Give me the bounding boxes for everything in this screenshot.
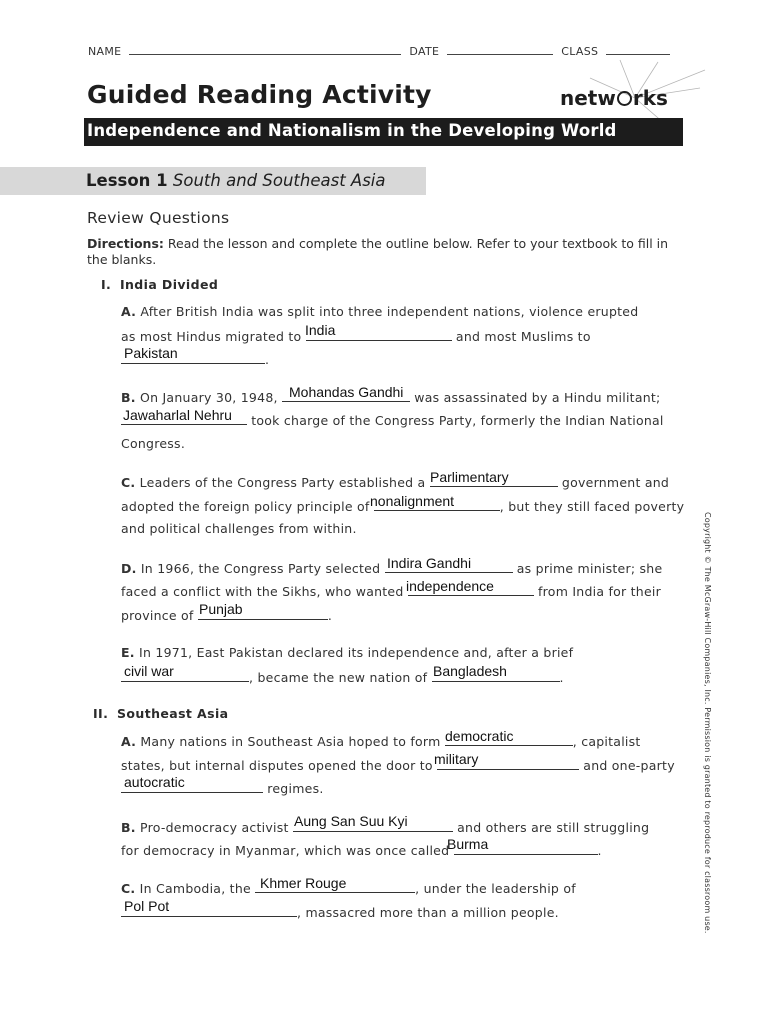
item-text: took charge of the Congress Party, formerly the Indian National <box>251 413 664 428</box>
item-text: states, but internal disputes opened the door to <box>121 758 433 773</box>
item-text: faced a conflict with the Sikhs, who wanted <box>121 584 404 599</box>
class-field[interactable] <box>606 44 670 55</box>
item-letter: B. <box>121 390 136 405</box>
answer-punjab[interactable]: Punjab <box>199 601 243 617</box>
item-text: After British India was split into three independent nations, violence erupted <box>140 304 639 319</box>
answer-parlimentary[interactable]: Parlimentary <box>430 469 509 485</box>
item-text: and most Muslims to <box>455 329 591 344</box>
item-text: government and <box>561 475 670 490</box>
review-questions-heading: Review Questions <box>87 209 230 227</box>
item-text: In 1971, East Pakistan declared its independence and, after a brief <box>139 645 574 660</box>
item-1a-line-1 <box>121 304 638 319</box>
date-label: DATE <box>409 45 440 58</box>
copyright-notice: Copyright © The McGraw-Hill Companies, Inc. Permission is granted to reproduce for classroom use. <box>703 512 712 934</box>
item-2a-line-1 <box>121 733 641 749</box>
answer-independence[interactable]: independence <box>406 578 494 594</box>
item-1d-line-2 <box>121 583 661 599</box>
item-text: province of <box>121 608 194 623</box>
name-label: NAME <box>88 45 122 58</box>
item-1c-line-1 <box>121 474 669 490</box>
item-letter: A. <box>121 304 137 319</box>
page-title: Guided Reading Activity <box>87 80 432 109</box>
item-text: Leaders of the Congress Party established a <box>139 475 426 490</box>
directions-paragraph <box>87 236 677 268</box>
section-heading-southeast-asia <box>93 706 229 721</box>
answer-democratic[interactable]: democratic <box>445 728 514 744</box>
section-title: Southeast Asia <box>117 706 229 721</box>
item-2c-line-2 <box>121 904 559 920</box>
answer-khmer-rouge[interactable]: Khmer Rouge <box>260 875 347 891</box>
item-text: , but they still faced poverty <box>499 499 685 514</box>
item-text: from India for their <box>538 584 662 599</box>
answer-burma[interactable]: Burma <box>447 836 489 852</box>
section-title: India Divided <box>119 277 219 292</box>
answer-india[interactable]: India <box>305 322 336 338</box>
item-2b-line-2 <box>121 842 602 858</box>
answer-aung-san-suu-kyi[interactable]: Aung San Suu Kyi <box>294 813 408 829</box>
answer-jawaharlal-nehru[interactable]: Jawaharlal Nehru <box>123 407 232 423</box>
item-text: On January 30, 1948, <box>140 390 278 405</box>
answer-autocratic[interactable]: autocratic <box>124 774 185 790</box>
item-text: , massacred more than a million people. <box>297 905 559 920</box>
item-text: as most Hindus migrated to <box>121 329 302 344</box>
item-letter: C. <box>121 475 136 490</box>
networks-logo: netw rks <box>560 86 668 110</box>
item-text: , capitalist <box>572 734 641 749</box>
item-text: , became the new nation of <box>249 670 428 685</box>
item-letter: B. <box>121 820 136 835</box>
item-text: . <box>597 843 602 858</box>
lesson-heading <box>86 171 386 190</box>
item-text: regimes. <box>267 781 324 796</box>
directions-text: Read the lesson and complete the outline below. Refer to your textbook to fill in the blanks. <box>87 236 669 267</box>
directions-label: Directions: <box>87 236 164 251</box>
activity-subtitle: Independence and Nationalism in the Developing World <box>87 121 617 140</box>
item-letter: A. <box>121 734 137 749</box>
item-text: for democracy in Myanmar, which was once called <box>121 843 450 858</box>
item-text: . <box>559 670 564 685</box>
answer-pol-pot[interactable]: Pol Pot <box>124 898 170 914</box>
answer-indira-gandhi[interactable]: Indira Gandhi <box>387 555 472 571</box>
item-1a-line-2 <box>121 328 591 344</box>
item-text: . <box>327 608 333 623</box>
brand-ring-icon <box>617 91 632 106</box>
lesson-name: South and Southeast Asia <box>172 171 386 190</box>
date-field[interactable] <box>447 44 553 55</box>
answer-military[interactable]: military <box>434 751 479 767</box>
answer-pakistan[interactable]: Pakistan <box>124 345 178 361</box>
item-text: was assassinated by a Hindu militant; <box>414 390 661 405</box>
section-heading-india-divided <box>101 277 218 292</box>
item-letter: E. <box>121 645 135 660</box>
item-text: Congress. <box>121 436 186 451</box>
item-text: In Cambodia, the <box>139 881 251 896</box>
class-label: CLASS <box>561 45 599 58</box>
item-text: Many nations in Southeast Asia hoped to form <box>140 734 441 749</box>
item-text: as prime minister; she <box>516 561 663 576</box>
answer-nonalignment[interactable]: nonalignment <box>370 493 455 509</box>
item-text: In 1966, the Congress Party selected <box>140 561 381 576</box>
item-letter: C. <box>121 881 136 896</box>
item-1e-line-1 <box>121 645 573 660</box>
lesson-number: Lesson 1 <box>86 171 168 190</box>
answer-mohandas-gandhi[interactable]: Mohandas Gandhi <box>289 384 404 400</box>
name-field[interactable] <box>129 44 401 55</box>
student-info-line <box>88 44 670 58</box>
item-1b-line-3 <box>121 436 185 451</box>
item-text: and one-party <box>583 758 675 773</box>
answer-bangladesh[interactable]: Bangladesh <box>433 663 507 679</box>
item-2a-line-2 <box>121 757 675 773</box>
item-text: . <box>265 352 270 367</box>
copyright-notice-container <box>700 512 712 934</box>
section-number: I. <box>101 277 112 292</box>
answer-civil-war[interactable]: civil war <box>124 663 174 679</box>
item-text: Pro-democracy activist <box>140 820 289 835</box>
item-text: and others are still struggling <box>457 820 650 835</box>
item-1c-line-3 <box>121 521 357 536</box>
section-number: II. <box>93 706 109 721</box>
item-2c-line-1 <box>121 880 576 896</box>
item-text: adopted the foreign policy principle of <box>121 499 370 514</box>
item-text: , under the leadership of <box>415 881 576 896</box>
item-letter: D. <box>121 561 137 576</box>
item-text: and political challenges from within. <box>121 521 357 536</box>
